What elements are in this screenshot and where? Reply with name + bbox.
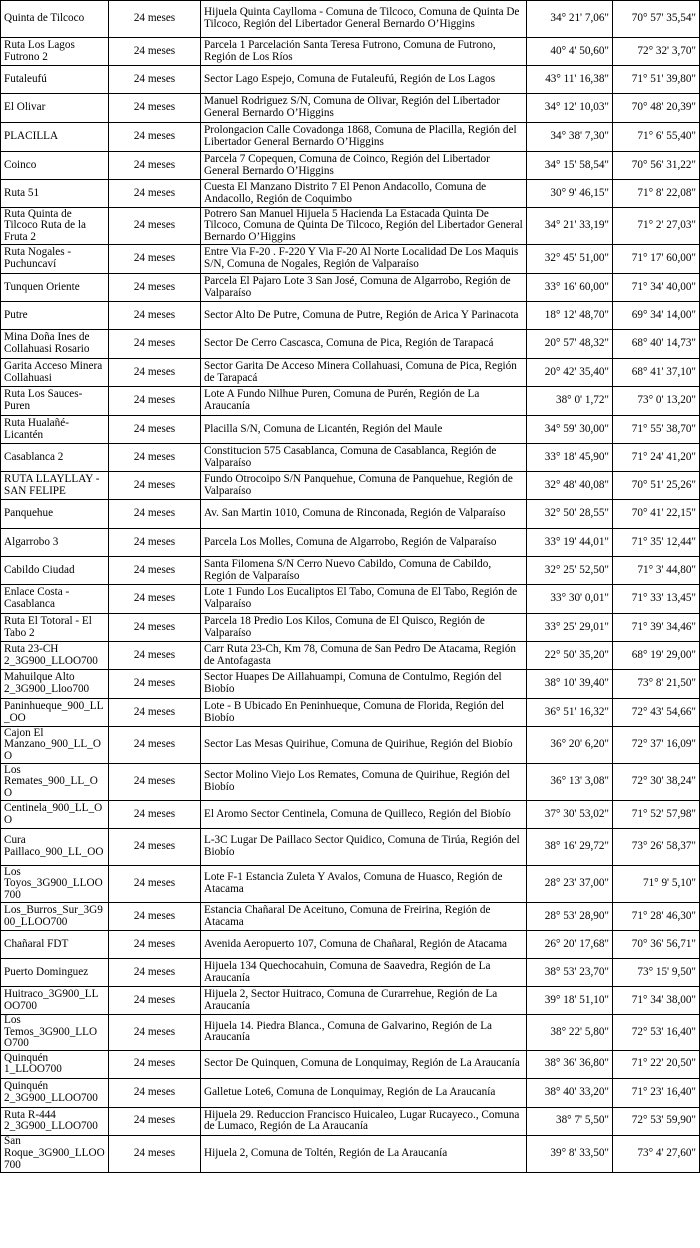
duration-cell: 24 meses — [109, 764, 201, 801]
address-cell: Sector Las Mesas Quirihue, Comuna de Quirihue, Región del Biobío — [201, 727, 527, 764]
table-row — [1, 585, 700, 614]
latitude-cell: 38° 22' 5,80" — [527, 1015, 613, 1051]
latitude-cell: 26° 20' 17,68" — [527, 931, 613, 959]
duration-cell: 24 meses — [109, 801, 201, 829]
address-cell: Galletue Lote6, Comuna de Lonquimay, Región de La Araucanía — [201, 1078, 527, 1107]
table-row — [1, 1, 700, 38]
address-cell: Lote F-1 Estancia Zuleta Y Avalos, Comuna de Huasco, Región de Atacama — [201, 866, 527, 903]
address-cell: Parcela Los Molles, Comuna de Algarrobo, Región de Valparaíso — [201, 529, 527, 557]
site-name-cell: Putre — [1, 302, 109, 330]
table-row — [1, 727, 700, 764]
duration-cell: 24 meses — [109, 359, 201, 387]
longitude-cell: 72° 32' 3,70" — [613, 38, 700, 66]
longitude-cell: 72° 30' 38,24" — [613, 764, 700, 801]
table-row — [1, 764, 700, 801]
latitude-cell: 33° 25' 29,01" — [527, 614, 613, 642]
address-cell: Sector Alto De Putre, Comuna de Putre, Región de Arica Y Parinacota — [201, 302, 527, 330]
duration-cell: 24 meses — [109, 1135, 201, 1172]
duration-cell: 24 meses — [109, 670, 201, 699]
duration-cell: 24 meses — [109, 903, 201, 931]
longitude-cell: 71° 51' 39,80" — [613, 66, 700, 94]
site-name-cell: Los Remates_900_LL_OO — [1, 764, 109, 801]
site-name-cell: Ruta 51 — [1, 180, 109, 208]
address-cell: Potrero San Manuel Hijuela 5 Hacienda La Estacada Quinta De Tilcoco, Comuna de Quinta De Tilcoco, Región del Libertador General Bernardo O’Higgins — [201, 208, 527, 245]
site-name-cell: Ruta Quinta de Tilcoco Ruta de la Fruta 2 — [1, 208, 109, 245]
address-cell: Cuesta El Manzano Distrito 7 El Penon Andacollo, Comuna de Andacollo, Región de Coquimbo — [201, 180, 527, 208]
address-cell: Hijuela 2, Comuna de Toltén, Región de La Araucanía — [201, 1135, 527, 1172]
longitude-cell: 73° 26' 58,37" — [613, 829, 700, 866]
latitude-cell: 33° 30' 0,01" — [527, 585, 613, 614]
site-name-cell: Chañaral FDT — [1, 931, 109, 959]
latitude-cell: 34° 59' 30,00" — [527, 416, 613, 444]
latitude-cell: 20° 57' 48,32" — [527, 330, 613, 359]
table-row — [1, 557, 700, 585]
site-name-cell: Coinco — [1, 152, 109, 180]
table-row — [1, 1135, 700, 1172]
site-name-cell: Mina Doña Ines de Collahuasi Rosario — [1, 330, 109, 359]
duration-cell: 24 meses — [109, 1015, 201, 1051]
site-name-cell: Garita Acceso Minera Collahuasi — [1, 359, 109, 387]
longitude-cell: 73° 0' 13,20" — [613, 387, 700, 416]
duration-cell: 24 meses — [109, 866, 201, 903]
longitude-cell: 73° 15' 9,50" — [613, 959, 700, 987]
latitude-cell: 38° 36' 36,80" — [527, 1050, 613, 1078]
longitude-cell: 71° 24' 41,20" — [613, 444, 700, 472]
duration-cell: 24 meses — [109, 330, 201, 359]
duration-cell: 24 meses — [109, 274, 201, 302]
latitude-cell: 34° 21' 7,06" — [527, 1, 613, 38]
latitude-cell: 38° 7' 5,50" — [527, 1107, 613, 1135]
latitude-cell: 38° 53' 23,70" — [527, 959, 613, 987]
table-row — [1, 387, 700, 416]
longitude-cell: 73° 4' 27,60" — [613, 1135, 700, 1172]
duration-cell: 24 meses — [109, 699, 201, 727]
duration-cell: 24 meses — [109, 387, 201, 416]
table-row — [1, 66, 700, 94]
longitude-cell: 68° 19' 29,00" — [613, 642, 700, 670]
latitude-cell: 32° 45' 51,00" — [527, 245, 613, 274]
site-name-cell: Panquehue — [1, 500, 109, 529]
duration-cell: 24 meses — [109, 38, 201, 66]
longitude-cell: 71° 33' 13,45" — [613, 585, 700, 614]
table-row — [1, 614, 700, 642]
table-row — [1, 180, 700, 208]
duration-cell: 24 meses — [109, 529, 201, 557]
site-name-cell: Quinquén 1_LLOO700 — [1, 1050, 109, 1078]
latitude-cell: 28° 23' 37,00" — [527, 866, 613, 903]
table-row — [1, 642, 700, 670]
latitude-cell: 34° 15' 58,54" — [527, 152, 613, 180]
latitude-cell: 32° 50' 28,55" — [527, 500, 613, 529]
site-name-cell: Quinta de Tilcoco — [1, 1, 109, 38]
latitude-cell: 38° 16' 29,72" — [527, 829, 613, 866]
longitude-cell: 70° 36' 56,71" — [613, 931, 700, 959]
site-name-cell: Ruta Los Lagos Futrono 2 — [1, 38, 109, 66]
longitude-cell: 68° 41' 37,10" — [613, 359, 700, 387]
address-cell: Manuel Rodriguez S/N, Comuna de Olivar, Región del Libertador General Bernardo O’Higgins — [201, 94, 527, 123]
latitude-cell: 33° 16' 60,00" — [527, 274, 613, 302]
duration-cell: 24 meses — [109, 472, 201, 500]
site-name-cell: Futaleufú — [1, 66, 109, 94]
latitude-cell: 28° 53' 28,90" — [527, 903, 613, 931]
duration-cell: 24 meses — [109, 416, 201, 444]
address-cell: Sector Huapes De Aillahuampi, Comuna de Contulmo, Región del Biobío — [201, 670, 527, 699]
site-name-cell: Cabildo Ciudad — [1, 557, 109, 585]
address-cell: Lote A Fundo Nilhue Puren, Comuna de Purén, Región de La Araucanía — [201, 387, 527, 416]
duration-cell: 24 meses — [109, 727, 201, 764]
address-cell: Parcela 7 Copequen, Comuna de Coinco, Región del Libertador General Bernardo O’Higgins — [201, 152, 527, 180]
latitude-cell: 22° 50' 35,20" — [527, 642, 613, 670]
table-row — [1, 987, 700, 1015]
longitude-cell: 70° 56' 31,22" — [613, 152, 700, 180]
site-name-cell: Centinela_900_LL_OO — [1, 801, 109, 829]
site-name-cell: Paninhueque_900_LL_OO — [1, 699, 109, 727]
address-cell: Carr Ruta 23-Ch, Km 78, Comuna de San Pedro De Atacama, Región de Antofagasta — [201, 642, 527, 670]
table-row — [1, 500, 700, 529]
longitude-cell: 72° 53' 59,90" — [613, 1107, 700, 1135]
site-name-cell: RUTA LLAYLLAY - SAN FELIPE — [1, 472, 109, 500]
latitude-cell: 40° 4' 50,60" — [527, 38, 613, 66]
longitude-cell: 71° 52' 57,98" — [613, 801, 700, 829]
table-row — [1, 903, 700, 931]
table-row — [1, 444, 700, 472]
duration-cell: 24 meses — [109, 152, 201, 180]
table-row — [1, 245, 700, 274]
longitude-cell: 69° 34' 14,00" — [613, 302, 700, 330]
site-name-cell: Los Toyos_3G900_LLOO700 — [1, 866, 109, 903]
site-name-cell: PLACILLA — [1, 123, 109, 152]
latitude-cell: 34° 38' 7,30" — [527, 123, 613, 152]
duration-cell: 24 meses — [109, 444, 201, 472]
longitude-cell: 71° 23' 16,40" — [613, 1078, 700, 1107]
duration-cell: 24 meses — [109, 302, 201, 330]
longitude-cell: 71° 6' 55,40" — [613, 123, 700, 152]
site-name-cell: Ruta Los Sauces-Puren — [1, 387, 109, 416]
longitude-cell: 72° 37' 16,09" — [613, 727, 700, 764]
longitude-cell: 70° 51' 25,26" — [613, 472, 700, 500]
address-cell: Sector Lago Espejo, Comuna de Futaleufú, Región de Los Lagos — [201, 66, 527, 94]
duration-cell: 24 meses — [109, 829, 201, 866]
site-name-cell: San Roque_3G900_LLOO700 — [1, 1135, 109, 1172]
table-row — [1, 801, 700, 829]
longitude-cell: 72° 53' 16,40" — [613, 1015, 700, 1051]
latitude-cell: 18° 12' 48,70" — [527, 302, 613, 330]
address-cell: Avenida Aeropuerto 107, Comuna de Chañaral, Región de Atacama — [201, 931, 527, 959]
address-cell: Santa Filomena S/N Cerro Nuevo Cabildo, Comuna de Cabildo, Región de Valparaíso — [201, 557, 527, 585]
table-row — [1, 274, 700, 302]
address-cell: Prolongacion Calle Covadonga 1868, Comuna de Placilla, Región del Libertador General Bernardo O’Higgins — [201, 123, 527, 152]
duration-cell: 24 meses — [109, 500, 201, 529]
table-row — [1, 123, 700, 152]
address-cell: El Aromo Sector Centinela, Comuna de Quilleco, Región del Biobío — [201, 801, 527, 829]
address-cell: Constitucion 575 Casablanca, Comuna de Casablanca, Región de Valparaíso — [201, 444, 527, 472]
longitude-cell: 71° 34' 40,00" — [613, 274, 700, 302]
address-cell: Hijuela 29. Reduccion Francisco Huicaleo, Lugar Rucayeco., Comuna de Lumaco, Región de La Araucanía — [201, 1107, 527, 1135]
table-row — [1, 866, 700, 903]
duration-cell: 24 meses — [109, 66, 201, 94]
longitude-cell: 71° 9' 5,10" — [613, 866, 700, 903]
longitude-cell: 73° 8' 21,50" — [613, 670, 700, 699]
site-name-cell: Ruta R-444 2_3G900_LLOO700 — [1, 1107, 109, 1135]
duration-cell: 24 meses — [109, 585, 201, 614]
latitude-cell: 33° 19' 44,01" — [527, 529, 613, 557]
duration-cell: 24 meses — [109, 987, 201, 1015]
longitude-cell: 71° 28' 46,30" — [613, 903, 700, 931]
duration-cell: 24 meses — [109, 208, 201, 245]
site-name-cell: Cajon El Manzano_900_LL_OO — [1, 727, 109, 764]
address-cell: Sector Molino Viejo Los Remates, Comuna de Quirihue, Región del Biobío — [201, 764, 527, 801]
table-row — [1, 1107, 700, 1135]
address-cell: Hijuela 2, Sector Huitraco, Comuna de Curarrehue, Región de La Araucanía — [201, 987, 527, 1015]
table-row — [1, 1078, 700, 1107]
address-cell: Lote - B Ubicado En Peninhueque, Comuna de Florida, Región del Biobío — [201, 699, 527, 727]
duration-cell: 24 meses — [109, 614, 201, 642]
site-name-cell: Huitraco_3G900_LLOO700 — [1, 987, 109, 1015]
latitude-cell: 43° 11' 16,38" — [527, 66, 613, 94]
site-name-cell: Quinquén 2_3G900_LLOO700 — [1, 1078, 109, 1107]
longitude-cell: 71° 3' 44,80" — [613, 557, 700, 585]
address-cell: Placilla S/N, Comuna de Licantén, Región del Maule — [201, 416, 527, 444]
latitude-cell: 20° 42' 35,40" — [527, 359, 613, 387]
duration-cell: 24 meses — [109, 642, 201, 670]
duration-cell: 24 meses — [109, 123, 201, 152]
address-cell: Hijuela Quinta Caylloma - Comuna de Tilcoco, Comuna de Quinta De Tilcoco, Región del Libertador General Bernardo O’Higgins — [201, 1, 527, 38]
latitude-cell: 36° 13' 3,08" — [527, 764, 613, 801]
site-name-cell: Los Temos_3G900_LLOO700 — [1, 1015, 109, 1051]
latitude-cell: 37° 30' 53,02" — [527, 801, 613, 829]
table-row — [1, 1050, 700, 1078]
address-cell: Parcela El Pajaro Lote 3 San José, Comuna de Algarrobo, Región de Valparaíso — [201, 274, 527, 302]
table-row — [1, 416, 700, 444]
site-name-cell: Algarrobo 3 — [1, 529, 109, 557]
latitude-cell: 36° 51' 16,32" — [527, 699, 613, 727]
latitude-cell: 36° 20' 6,20" — [527, 727, 613, 764]
latitude-cell: 34° 21' 33,19" — [527, 208, 613, 245]
duration-cell: 24 meses — [109, 1050, 201, 1078]
address-cell: Parcela 18 Predio Los Kilos, Comuna de El Quisco, Región de Valparaíso — [201, 614, 527, 642]
address-cell: Lote 1 Fundo Los Eucaliptos El Tabo, Comuna de El Tabo, Región de Valparaíso — [201, 585, 527, 614]
longitude-cell: 70° 41' 22,15" — [613, 500, 700, 529]
table-body — [1, 1, 700, 1173]
site-name-cell: Ruta Hualañé-Licantén — [1, 416, 109, 444]
address-cell: Parcela 1 Parcelación Santa Teresa Futrono, Comuna de Futrono, Región de Los Ríos — [201, 38, 527, 66]
table-row — [1, 1015, 700, 1051]
longitude-cell: 71° 17' 60,00" — [613, 245, 700, 274]
table-row — [1, 330, 700, 359]
address-cell: L-3C Lugar De Paillaco Sector Quidico, Comuna de Tirúa, Región del Biobío — [201, 829, 527, 866]
site-name-cell: Casablanca 2 — [1, 444, 109, 472]
table-row — [1, 38, 700, 66]
table-row — [1, 302, 700, 330]
duration-cell: 24 meses — [109, 1078, 201, 1107]
table-row — [1, 829, 700, 866]
site-name-cell: Tunquen Oriente — [1, 274, 109, 302]
latitude-cell: 38° 40' 33,20" — [527, 1078, 613, 1107]
duration-cell: 24 meses — [109, 931, 201, 959]
longitude-cell: 71° 35' 12,44" — [613, 529, 700, 557]
site-name-cell: Ruta Nogales - Puchuncaví — [1, 245, 109, 274]
table-row — [1, 529, 700, 557]
latitude-cell: 38° 0' 1,72" — [527, 387, 613, 416]
latitude-cell: 30° 9' 46,15" — [527, 180, 613, 208]
address-cell: Estancia Chañaral De Aceituno, Comuna de Freirina, Región de Atacama — [201, 903, 527, 931]
table-row — [1, 931, 700, 959]
longitude-cell: 71° 2' 27,03" — [613, 208, 700, 245]
duration-cell: 24 meses — [109, 1107, 201, 1135]
site-name-cell: Los_Burros_Sur_3G900_LLOO700 — [1, 903, 109, 931]
latitude-cell: 39° 8' 33,50" — [527, 1135, 613, 1172]
longitude-cell: 71° 39' 34,46" — [613, 614, 700, 642]
longitude-cell: 72° 43' 54,66" — [613, 699, 700, 727]
address-cell: Sector Garita De Acceso Minera Collahuasi, Comuna de Pica, Región de Tarapacá — [201, 359, 527, 387]
longitude-cell: 71° 8' 22,08" — [613, 180, 700, 208]
address-cell: Sector De Cerro Cascasca, Comuna de Pica, Región de Tarapacá — [201, 330, 527, 359]
latitude-cell: 39° 18' 51,10" — [527, 987, 613, 1015]
address-cell: Fundo Otrocoipo S/N Panquehue, Comuna de Panquehue, Región de Valparaíso — [201, 472, 527, 500]
site-name-cell: El Olivar — [1, 94, 109, 123]
duration-cell: 24 meses — [109, 94, 201, 123]
latitude-cell: 34° 12' 10,03" — [527, 94, 613, 123]
site-name-cell: Enlace Costa - Casablanca — [1, 585, 109, 614]
longitude-cell: 70° 57' 35,54" — [613, 1, 700, 38]
site-name-cell: Puerto Dominguez — [1, 959, 109, 987]
site-name-cell: Cura Paillaco_900_LL_OO — [1, 829, 109, 866]
latitude-cell: 32° 25' 52,50" — [527, 557, 613, 585]
latitude-cell: 38° 10' 39,40" — [527, 670, 613, 699]
duration-cell: 24 meses — [109, 1, 201, 38]
address-cell: Sector De Quinquen, Comuna de Lonquimay, Región de La Araucanía — [201, 1050, 527, 1078]
table-row — [1, 472, 700, 500]
longitude-cell: 71° 55' 38,70" — [613, 416, 700, 444]
site-name-cell: Ruta 23-CH 2_3G900_LLOO700 — [1, 642, 109, 670]
duration-cell: 24 meses — [109, 180, 201, 208]
table-row — [1, 699, 700, 727]
table-row — [1, 152, 700, 180]
table-row — [1, 94, 700, 123]
site-name-cell: Ruta El Totoral - El Tabo 2 — [1, 614, 109, 642]
address-cell: Hijuela 14. Piedra Blanca., Comuna de Galvarino, Región de La Araucanía — [201, 1015, 527, 1051]
address-cell: Av. San Martin 1010, Comuna de Rinconada, Región de Valparaíso — [201, 500, 527, 529]
longitude-cell: 71° 22' 20,50" — [613, 1050, 700, 1078]
longitude-cell: 68° 40' 14,73" — [613, 330, 700, 359]
longitude-cell: 71° 34' 38,00" — [613, 987, 700, 1015]
duration-cell: 24 meses — [109, 959, 201, 987]
longitude-cell: 70° 48' 20,39" — [613, 94, 700, 123]
table-row — [1, 208, 700, 245]
duration-cell: 24 meses — [109, 245, 201, 274]
table-row — [1, 359, 700, 387]
table-row — [1, 959, 700, 987]
duration-cell: 24 meses — [109, 557, 201, 585]
table-row — [1, 670, 700, 699]
site-name-cell: Mahuilque Alto 2_3G900_Lloo700 — [1, 670, 109, 699]
address-cell: Entre Via F-20 . F-220 Y Via F-20 Al Norte Localidad De Los Maquis S/N, Comuna de Nogales, Región de Valparaíso — [201, 245, 527, 274]
address-cell: Hijuela 134 Quechocahuin, Comuna de Saavedra, Región de La Araucanía — [201, 959, 527, 987]
latitude-cell: 32° 48' 40,08" — [527, 472, 613, 500]
latitude-cell: 33° 18' 45,90" — [527, 444, 613, 472]
